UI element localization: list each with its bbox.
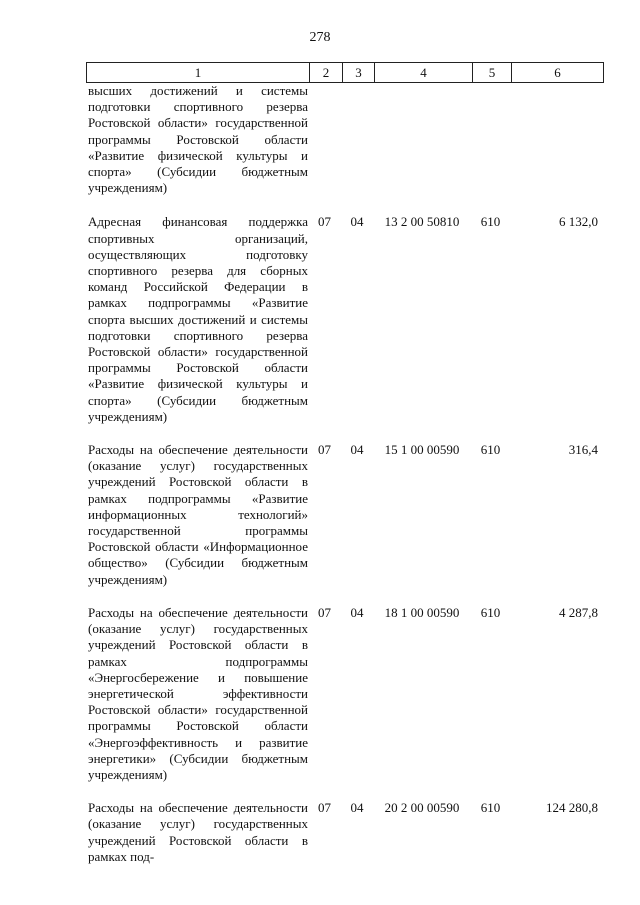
row-target-code: 20 2 00 00590: [384, 800, 460, 816]
row-section-code: 07: [318, 800, 331, 816]
row-subsection-code: 04: [350, 214, 364, 230]
row-target-code: 15 1 00 00590: [384, 442, 460, 458]
row-description: Расходы на обеспечение деятельности (оказание услуг) государственных учреждений Ростовской области в рамках подпрограммы «Энергосбережение и повышение энергетической эффективности Ростовской области» государственной программы Ростовской области «Энергоэффективность и развитие энергетики» (Субсидии бюджетным учреждениям): [88, 604, 308, 782]
row-description: Адресная финансовая поддержка спортивных организаций, осуществляющих подготовку спортивного резерва для сборных команд Российской Федерации в рамках подпрограммы «Развитие спорта высших достижений и системы подготовки спортивного резерва Ростовской области» государственной программы Ростовской области «Развитие физической культуры и спорта» (Субсидии бюджетным учреждениям): [88, 214, 308, 424]
column-header-row: [87, 63, 604, 83]
row-subsection-code: 04: [350, 604, 364, 620]
page-number: 278: [309, 30, 331, 45]
column-header-5: 5: [473, 63, 512, 83]
table-row: [86, 442, 602, 588]
row-description: Расходы на обеспечение деятельности (оказание услуг) государственных учреждений Ростовской области в рамках под-: [88, 800, 308, 864]
row-description: Расходы на обеспечение деятельности (оказание услуг) государственных учреждений Ростовской области в рамках подпрограммы «Развитие информационных технологий» государственной программы Ростовской области «Информационное общество» (Субсидии бюджетным учреждениям): [88, 442, 308, 587]
table-row: [86, 214, 602, 425]
row-target-code: 13 2 00 50810: [384, 214, 460, 230]
column-header-3: 3: [343, 63, 375, 83]
column-header-1: 1: [87, 63, 310, 83]
table-row: [86, 800, 602, 865]
row-amount: 124 280,8: [546, 800, 598, 816]
row-subsection-code: 04: [350, 442, 364, 458]
row-section-code: 07: [318, 442, 331, 458]
table-row: [86, 83, 602, 196]
row-expense-type: 610: [480, 604, 501, 620]
row-subsection-code: 04: [350, 800, 364, 816]
row-expense-type: 610: [480, 214, 501, 230]
column-header-table: [86, 62, 604, 83]
row-expense-type: 610: [480, 442, 501, 458]
row-section-code: 07: [318, 214, 331, 230]
row-amount: 316,4: [568, 442, 598, 458]
row-target-code: 18 1 00 00590: [384, 604, 460, 620]
column-header-4: 4: [375, 63, 473, 83]
column-header-2: 2: [310, 63, 343, 83]
row-amount: 4 287,8: [559, 604, 598, 620]
row-description: высших достижений и системы подготовки спортивного резерва Ростовской области» государственной программы Ростовской области «Развитие физической культуры и спорта» (Субсидии бюджетным учреждениям): [88, 83, 308, 196]
column-header-6: 6: [512, 63, 604, 83]
row-amount: 6 132,0: [559, 214, 598, 230]
row-expense-type: 610: [480, 800, 501, 816]
table-row: [86, 605, 602, 783]
row-section-code: 07: [318, 604, 331, 620]
budget-rows: [86, 83, 602, 865]
